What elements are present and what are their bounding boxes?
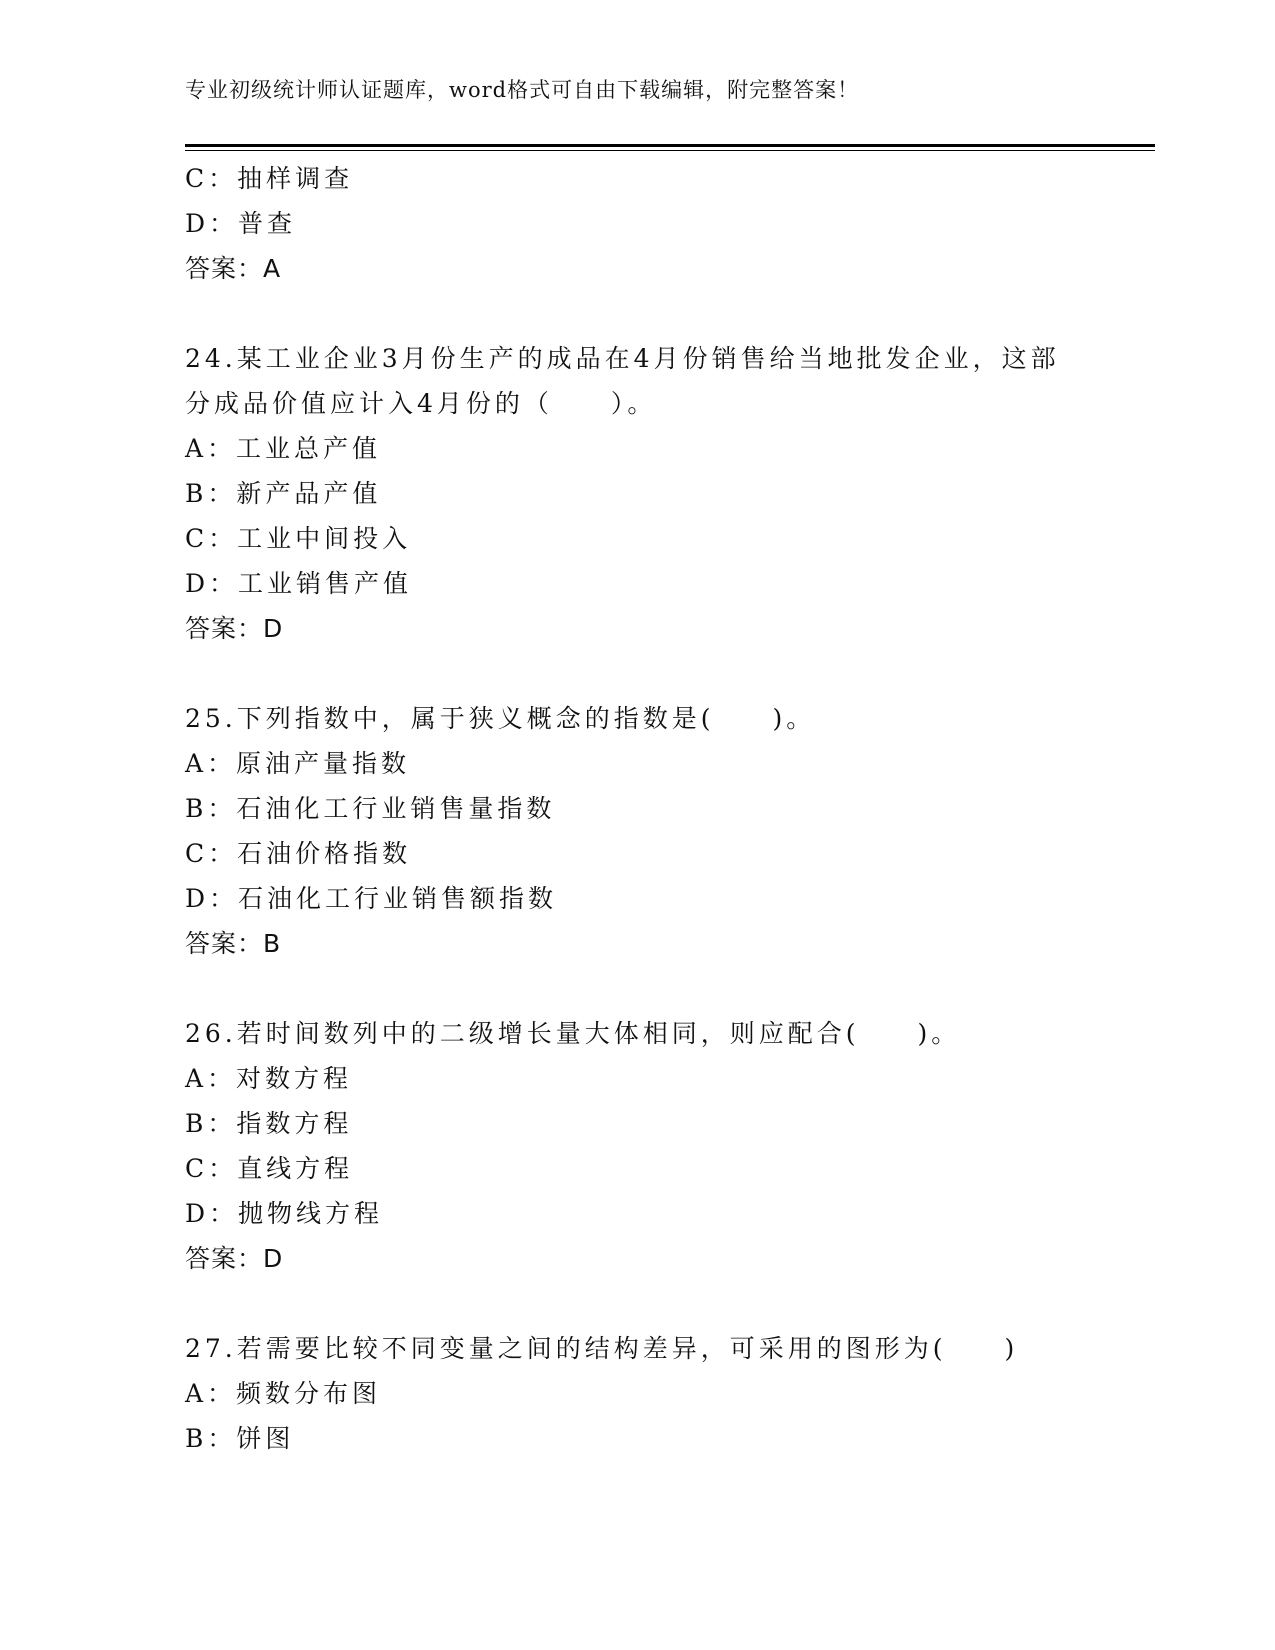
option-c: C：石油价格指数 bbox=[185, 839, 412, 868]
spacer bbox=[185, 651, 1085, 696]
answer-line: 答案：D bbox=[185, 1244, 284, 1273]
question-stem: 分成品价值应计入4月份的（ ）。 bbox=[185, 389, 657, 418]
option-b: B：新产品产值 bbox=[185, 479, 382, 508]
header-divider-thin bbox=[185, 150, 1155, 151]
option-b: B：石油化工行业销售量指数 bbox=[185, 794, 556, 823]
option-a: A：原油产量指数 bbox=[185, 749, 411, 778]
question-25 bbox=[185, 696, 1085, 966]
option-d: D：普查 bbox=[185, 209, 297, 238]
option-d: D：石油化工行业销售额指数 bbox=[185, 884, 558, 913]
option-a: A：对数方程 bbox=[185, 1064, 353, 1093]
option-b: B：指数方程 bbox=[185, 1109, 353, 1138]
option-d: D：工业销售产值 bbox=[185, 569, 413, 598]
question-stem: 27.若需要比较不同变量之间的结构差异，可采用的图形为( ) bbox=[185, 1334, 1019, 1363]
page-header: 专业初级统计师认证题库，word格式可自由下载编辑，附完整答案！ bbox=[185, 78, 860, 102]
spacer bbox=[185, 291, 1085, 336]
spacer bbox=[185, 1281, 1085, 1326]
header-divider-thick bbox=[185, 144, 1155, 147]
option-a: A：工业总产值 bbox=[185, 434, 382, 463]
question-list bbox=[185, 156, 1085, 1461]
question-stem: 25.下列指数中，属于狭义概念的指数是( )。 bbox=[185, 704, 816, 733]
answer-line: 答案：A bbox=[185, 254, 282, 283]
question-23-tail bbox=[185, 156, 1085, 291]
option-c: C：工业中间投入 bbox=[185, 524, 412, 553]
question-26 bbox=[185, 1011, 1085, 1281]
question-27 bbox=[185, 1326, 1085, 1461]
question-24 bbox=[185, 336, 1085, 651]
answer-line: 答案：B bbox=[185, 929, 282, 958]
option-c: C：直线方程 bbox=[185, 1154, 354, 1183]
option-b: B：饼图 bbox=[185, 1424, 295, 1453]
option-d: D：抛物线方程 bbox=[185, 1199, 384, 1228]
question-stem: 26.若时间数列中的二级增长量大体相同，则应配合( )。 bbox=[185, 1019, 961, 1048]
option-c: C：抽样调查 bbox=[185, 164, 354, 193]
question-stem: 24.某工业企业3月份生产的成品在4月份销售给当地批发企业，这部 bbox=[185, 344, 1060, 373]
answer-line: 答案：D bbox=[185, 614, 284, 643]
spacer bbox=[185, 966, 1085, 1011]
option-a: A：频数分布图 bbox=[185, 1379, 382, 1408]
